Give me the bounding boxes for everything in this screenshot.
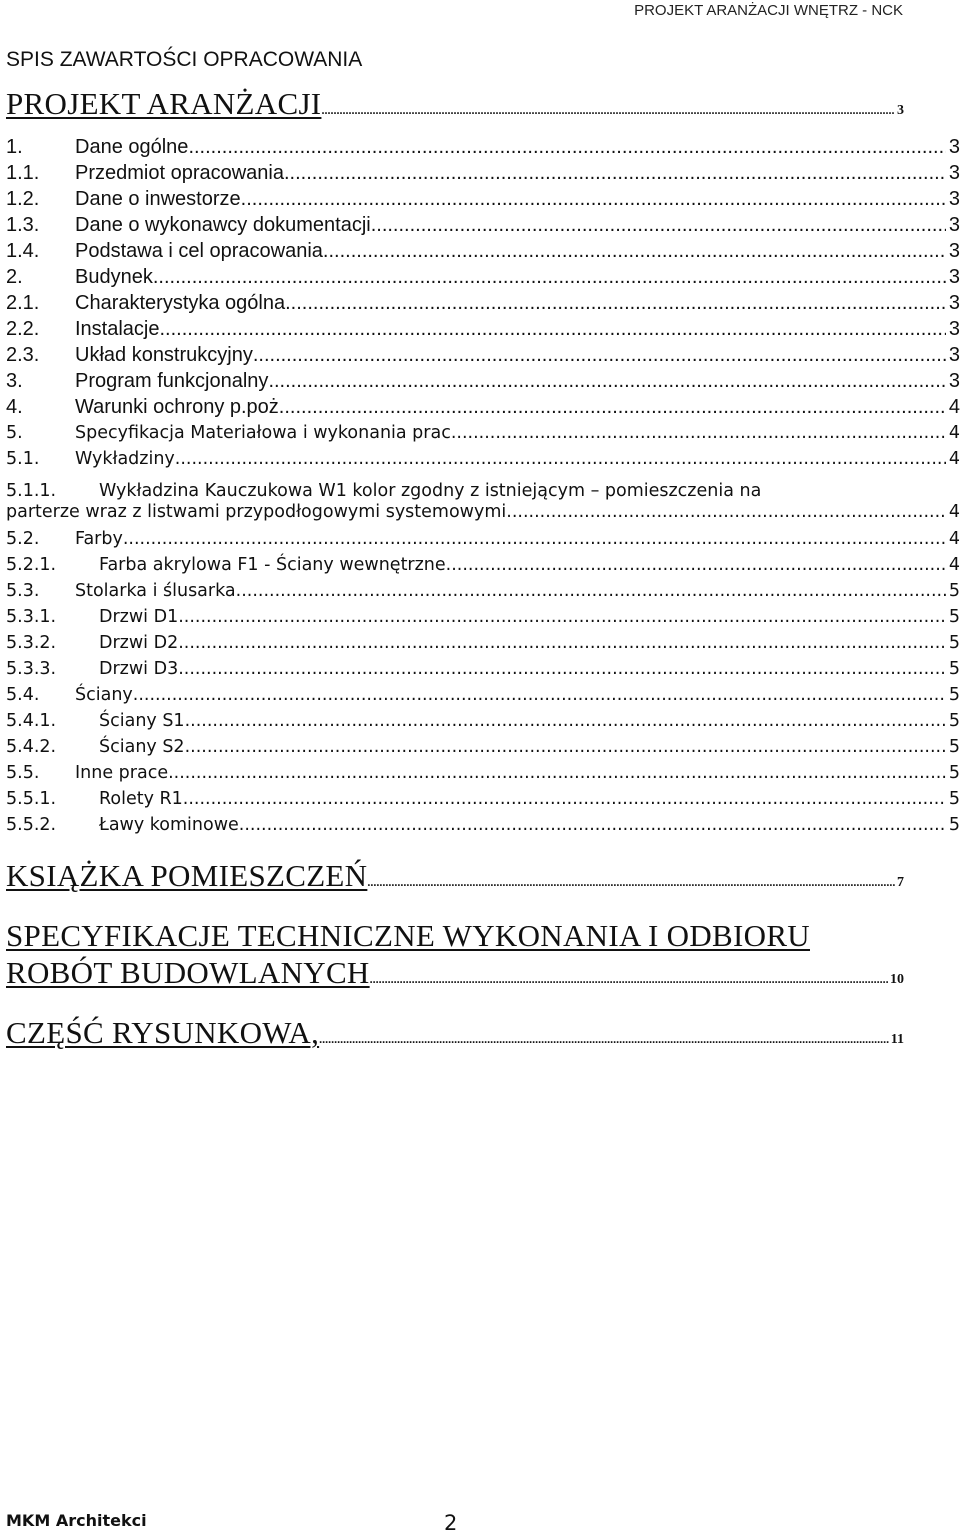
entry-number: 5.5.2. <box>6 815 57 835</box>
entry-number: 5.4. <box>6 685 40 705</box>
toc-entry[interactable] <box>6 529 960 555</box>
toc-entry[interactable] <box>6 396 960 422</box>
dot-leader <box>244 815 946 835</box>
section-title: KSIĄŻKA POMIESZCZEŃ <box>6 858 368 893</box>
entry-text: Ściany <box>75 685 133 705</box>
entry-page: 3 <box>948 136 960 158</box>
entry-number: 5. <box>6 423 23 443</box>
footer-page-number: 2 <box>444 1511 458 1535</box>
toc-entry[interactable] <box>6 344 960 370</box>
dot-leader <box>175 449 946 469</box>
toc-entry[interactable] <box>6 188 960 214</box>
toc-section-ksiazka-pomieszczen[interactable] <box>6 858 904 894</box>
entry-number: 2.1. <box>6 292 40 314</box>
dot-leader <box>160 318 946 341</box>
running-header: PROJEKT ARANŻACJI WNĘTRZ - NCK <box>634 2 903 19</box>
dot-leader <box>285 292 946 315</box>
dot-leader <box>323 240 946 263</box>
entry-page: 3 <box>948 188 960 210</box>
entry-number: 5.3.2. <box>6 633 57 653</box>
entry-page: 5 <box>948 685 960 705</box>
dot-leader <box>512 502 946 522</box>
entry-text: Podstawa i cel opracowania <box>75 240 323 262</box>
section-title: CZĘŚĆ RYSUNKOWA, <box>6 1015 320 1050</box>
entry-text: Przedmiot opracowania <box>75 162 284 184</box>
section-page: 11 <box>890 1032 904 1047</box>
entry-number: 5.5.1. <box>6 789 57 809</box>
entry-page: 5 <box>948 737 960 757</box>
dot-leader <box>370 972 888 987</box>
entry-text: Dane o wykonawcy dokumentacji <box>75 214 371 236</box>
entry-number: 5.3.1. <box>6 607 57 627</box>
toc-entry[interactable] <box>6 789 960 815</box>
dot-leader <box>268 370 945 393</box>
entry-number: 5.4.2. <box>6 737 57 757</box>
toc-entry[interactable] <box>6 763 960 789</box>
toc-entry[interactable] <box>6 162 960 188</box>
dot-leader <box>371 214 946 237</box>
entry-page: 5 <box>948 633 960 653</box>
dot-leader <box>284 162 946 185</box>
entry-page: 4 <box>948 449 960 469</box>
section-page: 7 <box>897 875 904 890</box>
entry-text-continued: parterze wraz z listwami przypodłogowymi systemowymi. <box>6 502 512 522</box>
entry-page: 3 <box>948 344 960 366</box>
entry-page: 5 <box>948 789 960 809</box>
entry-number: 5.3.3. <box>6 659 57 679</box>
entry-text: Dane o inwestorze <box>75 188 241 210</box>
dot-leader <box>253 344 946 367</box>
toc-section-projekt-aranzacji[interactable] <box>6 86 904 122</box>
toc-entry[interactable] <box>6 633 960 659</box>
footer-company: MKM Architekci <box>6 1511 147 1530</box>
dot-leader <box>178 633 946 653</box>
entry-page: 3 <box>948 214 960 236</box>
entry-text: Drzwi D2 <box>99 633 179 653</box>
entry-number: 4. <box>6 396 23 418</box>
toc-heading: SPIS ZAWARTOŚCI OPRACOWANIA <box>6 48 363 71</box>
entry-text: Wykładziny <box>75 449 175 469</box>
toc-entry[interactable] <box>6 685 960 711</box>
entry-number: 5.1. <box>6 449 40 469</box>
entry-text: Wykładzina Kauczukowa W1 kolor zgodny z istniejącym – pomieszczenia na <box>99 481 762 501</box>
entry-text: Dane ogólne <box>75 136 189 158</box>
entry-page: 3 <box>948 162 960 184</box>
dot-leader <box>319 1032 889 1047</box>
toc-entry[interactable] <box>6 370 960 396</box>
entry-text: Układ konstrukcyjny <box>75 344 253 366</box>
entry-page: 5 <box>948 607 960 627</box>
toc-entry[interactable] <box>6 136 960 162</box>
entry-page: 4 <box>948 555 960 575</box>
toc-entry[interactable] <box>6 318 960 344</box>
entry-page: 3 <box>948 318 960 340</box>
section-title-continued: ROBÓT BUDOWLANYCH <box>6 955 370 990</box>
entry-text: Warunki ochrony p.poż. <box>75 396 285 418</box>
entry-number: 1.3. <box>6 214 40 236</box>
entry-number: 1. <box>6 136 23 158</box>
entry-page: 3 <box>948 370 960 392</box>
entry-page: 5 <box>948 659 960 679</box>
entry-text: Program funkcjonalny <box>75 370 269 392</box>
entry-text: Specyfikacja Materiałowa i wykonania prac <box>75 423 451 443</box>
entry-page: 3 <box>948 266 960 288</box>
dot-leader <box>183 789 946 809</box>
dot-leader <box>284 396 946 419</box>
dot-leader <box>188 136 945 159</box>
toc-section-specyfikacje-line2[interactable] <box>6 955 904 991</box>
toc-entry[interactable] <box>6 292 960 318</box>
dot-leader <box>178 607 946 627</box>
dot-leader <box>241 188 946 211</box>
entry-page: 5 <box>948 711 960 731</box>
section-title: SPECYFIKACJE TECHNICZNE WYKONANIA I ODBIORU <box>6 918 810 953</box>
entry-number: 1.1. <box>6 162 40 184</box>
dot-leader <box>178 659 946 679</box>
toc-entry[interactable] <box>6 815 960 841</box>
entry-page: 4 <box>948 423 960 443</box>
entry-text: Ściany S2 <box>99 737 185 757</box>
toc-entry[interactable] <box>6 266 960 292</box>
entry-text: Budynek <box>75 266 153 288</box>
entry-number: 2.2. <box>6 318 40 340</box>
dot-leader <box>133 685 946 705</box>
toc-entry[interactable] <box>6 659 960 685</box>
entry-page: 5 <box>948 815 960 835</box>
entry-text: Rolety R1 <box>99 789 183 809</box>
section-page: 3 <box>897 103 904 118</box>
entry-number: 5.3. <box>6 581 40 601</box>
section-title: PROJEKT ARANŻACJI <box>6 86 322 121</box>
toc-section-czesc-rysunkowa[interactable] <box>6 1015 904 1051</box>
toc-entry[interactable] <box>6 607 960 633</box>
toc-section-specyfikacje-line1[interactable] <box>6 918 904 954</box>
dot-leader <box>446 555 946 575</box>
entry-number: 5.4.1. <box>6 711 57 731</box>
entry-text: Drzwi D3 <box>99 659 179 679</box>
toc-entry[interactable] <box>6 240 960 266</box>
dot-leader <box>236 581 946 601</box>
dot-leader <box>168 763 946 783</box>
entry-page: 3 <box>948 240 960 262</box>
toc-entry[interactable] <box>6 449 960 475</box>
entry-page: 4 <box>948 502 960 522</box>
toc-entry[interactable] <box>6 581 960 607</box>
entry-number: 2. <box>6 266 23 288</box>
entry-text: Ściany S1 <box>99 711 185 731</box>
dot-leader <box>185 711 946 731</box>
entry-number: 1.2. <box>6 188 40 210</box>
entry-text: Inne prace <box>75 763 169 783</box>
toc-entry[interactable] <box>6 555 960 581</box>
entry-number: 5.2. <box>6 529 40 549</box>
entry-page: 5 <box>948 763 960 783</box>
dot-leader <box>321 103 895 118</box>
dot-leader <box>367 875 895 890</box>
entry-number: 5.5. <box>6 763 40 783</box>
entry-text: Instalacje <box>75 318 160 340</box>
entry-number: 1.4. <box>6 240 40 262</box>
entry-number: 5.2.1. <box>6 555 57 575</box>
entry-number: 2.3. <box>6 344 40 366</box>
dot-leader <box>123 529 946 549</box>
section-page: 10 <box>890 972 904 987</box>
entry-text: Farby <box>75 529 123 549</box>
entry-text: Charakterystyka ogólna <box>75 292 286 314</box>
dot-leader <box>185 737 946 757</box>
entry-page: 5 <box>948 581 960 601</box>
toc-entry-multiline-second[interactable] <box>6 502 960 528</box>
toc-entry[interactable] <box>6 737 960 763</box>
entry-number: 5.1.1. <box>6 481 57 501</box>
entry-text: Drzwi D1 <box>99 607 179 627</box>
entry-text: Stolarka i ślusarka <box>75 581 236 601</box>
entry-number: 3. <box>6 370 23 392</box>
entry-text: Farba akrylowa F1 - Ściany wewnętrzne <box>99 555 446 575</box>
toc-entry-multiline-first[interactable] <box>6 481 761 501</box>
toc-entry[interactable] <box>6 214 960 240</box>
toc-entry[interactable] <box>6 423 960 449</box>
toc-entry[interactable] <box>6 711 960 737</box>
dot-leader <box>451 423 946 443</box>
entry-page: 4 <box>948 529 960 549</box>
entry-text: Ławy kominowe. <box>99 815 245 835</box>
entry-page: 4 <box>948 396 960 418</box>
dot-leader <box>153 266 946 289</box>
entry-page: 3 <box>948 292 960 314</box>
